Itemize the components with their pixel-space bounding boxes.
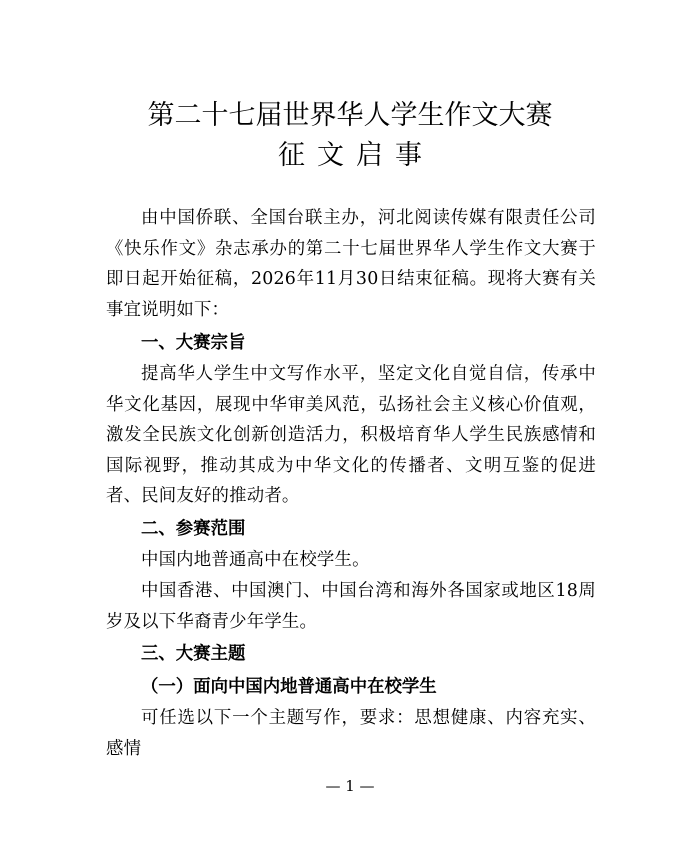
- document-title: 第二十七届世界华人学生作文大赛: [147, 100, 553, 131]
- theme-subheading-mainland: （一）面向中国内地普通高中在校学生: [141, 677, 437, 697]
- section-heading-scope: 二、参赛范围: [141, 519, 246, 539]
- section-heading-purpose: 一、大赛宗旨: [141, 333, 246, 353]
- theme-paragraph: 可任选以下一个主题写作，要求：思想健康、内容充实、感情: [106, 708, 596, 759]
- section-heading-theme: 三、大赛主题: [141, 644, 246, 664]
- scope-paragraph-mainland: 中国内地普通高中在校学生。: [141, 550, 370, 570]
- document-subtitle: 征文启事: [278, 140, 434, 171]
- intro-paragraph: 由中国侨联、全国台联主办，河北阅读传媒有限责任公司《快乐作文》杂志承办的第二十七届世界华人学生作文大赛于即日起开始征稿，2026年11月30日结束征稿。现将大赛有关事宜说明如下：: [106, 208, 596, 320]
- page-number: — 1 —: [325, 777, 375, 795]
- scope-paragraph-overseas: 中国香港、中国澳门、中国台湾和海外各国家或地区18周岁及以下华裔青少年学生。: [106, 581, 596, 632]
- purpose-paragraph: 提高华人学生中文写作水平，坚定文化自觉自信，传承中华文化基因，展现中华审美风范，弘扬社会主义核心价值观，激发全民族文化创新创造活力，积极培育华人学生民族感情和国际视野，推动其成为中华文化的传播者、文明互鉴的促进者、民间友好的推动者。: [106, 364, 596, 506]
